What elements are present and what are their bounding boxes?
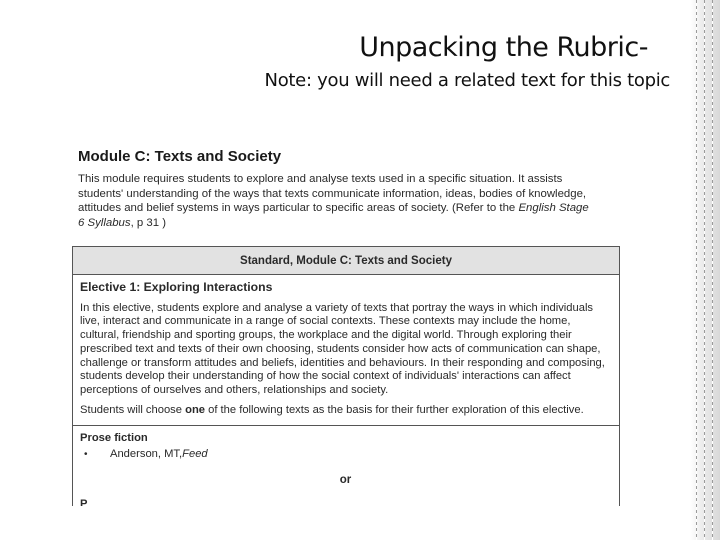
choose-text-end: of the following texts as the basis for their further exploration of this elective. — [205, 403, 584, 416]
slide-right-edge — [690, 0, 720, 540]
prose-author: Anderson, MT, — [110, 448, 183, 461]
prose-work-title: Feed — [182, 448, 208, 461]
elective-description: In this elective, students explore and analyse a variety of texts that portray the ways in which individuals live, interact and communicate in a range of social contexts. These contexts may include the home, cultural, friendship and sporting groups, the workplace and the digital world. Through exploring their prescribed text and texts of their own choosing, students consider how acts of communication can shape, challenge or transform attitudes and beliefs, identities and behaviours. In their responding and composing, students develop their understanding of how the social context of individuals' interactions can affect perceptions of ourselves and others, relationships and society. — [80, 301, 605, 396]
prose-fiction-section — [73, 426, 619, 506]
slide-subtitle: Note: you will need a related text for this topic — [264, 70, 670, 91]
slide-title: Unpacking the Rubric- — [359, 32, 648, 63]
or-separator: or — [339, 474, 352, 487]
intro-text: This module requires students to explore and analyse texts used in a specific situation. It assists students' understanding of the ways that texts communicate information, ideas, bodies of knowledge, attitudes and belief systems in ways particular to specific areas of society. (Refer to the — [78, 173, 587, 215]
prose-text-item — [84, 448, 611, 460]
elective-title: Elective 1: Exploring Interactions — [80, 280, 273, 294]
prose-fiction-heading: Prose fiction — [80, 432, 148, 445]
choose-emphasis: one — [185, 403, 205, 416]
intro-reference: , p 31 ) — [130, 216, 167, 229]
bullet-icon: • — [84, 448, 88, 460]
elective-instruction — [80, 404, 611, 418]
edge-line — [696, 0, 697, 540]
edge-line — [704, 0, 705, 540]
choose-text: Students will choose — [80, 403, 186, 416]
rubric-document-image — [72, 148, 620, 520]
next-heading-cut: P — [80, 498, 88, 507]
module-intro — [78, 172, 598, 230]
table-header: Standard, Module C: Texts and Society — [73, 247, 619, 275]
elective-section — [73, 275, 619, 426]
syllabus-title: English Stage 6 Syllabus — [78, 202, 589, 229]
edge-line — [712, 0, 713, 540]
module-heading: Module C: Texts and Society — [78, 148, 282, 165]
module-table — [72, 246, 620, 506]
